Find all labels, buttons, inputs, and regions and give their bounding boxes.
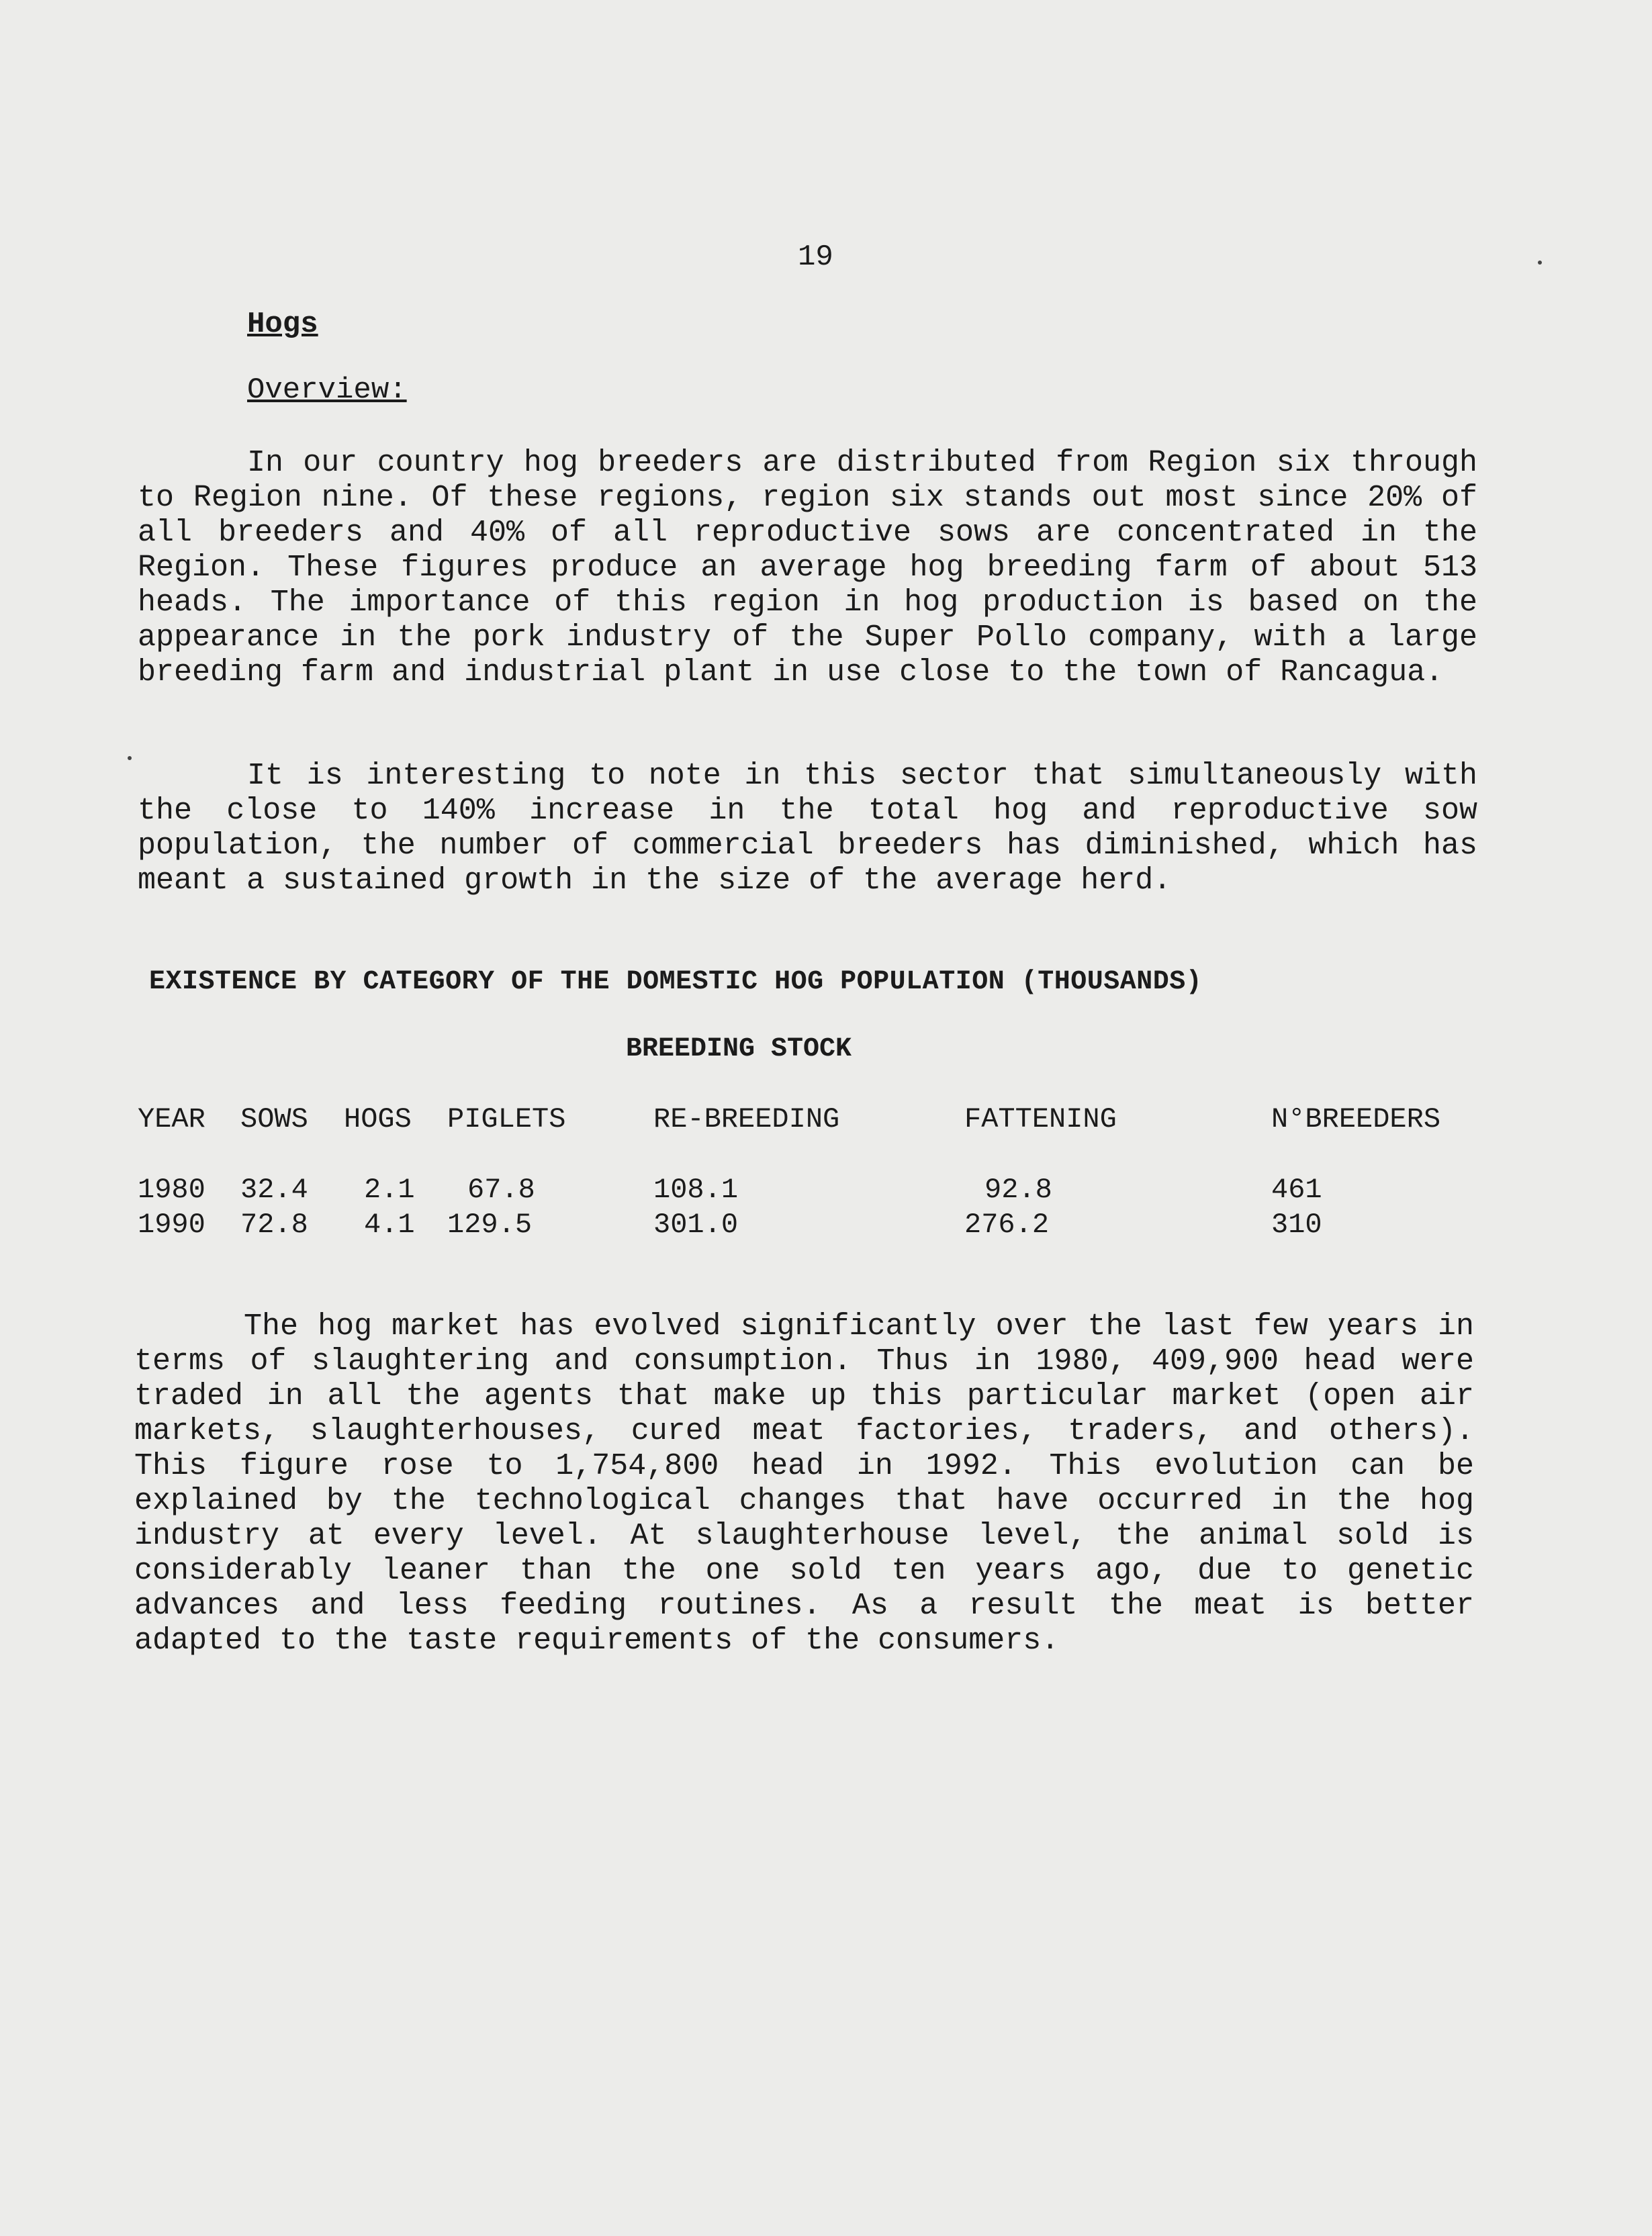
table-cell: 310	[1271, 1209, 1322, 1241]
table-cell: 72.8	[240, 1209, 308, 1241]
subheading: Overview:	[247, 373, 407, 407]
table-header-sows: SOWS	[240, 1103, 308, 1135]
table-cell: 32.4	[240, 1174, 308, 1206]
table-header-fattening: FATTENING	[964, 1103, 1117, 1135]
table-cell: 92.8	[984, 1174, 1052, 1206]
table-header-piglets: PIGLETS	[447, 1103, 566, 1135]
table-cell: 461	[1271, 1174, 1322, 1206]
paragraph-sector-note: It is interesting to note in this sector that simultaneously with the close to 140% increase in the total hog and reproductive sow population, the number of commercial breeders has diminished, which has meant a sustained growth in the size of the average herd.	[138, 759, 1477, 898]
table-header-rebreeding: RE-BREEDING	[653, 1103, 840, 1135]
table-title: EXISTENCE BY CATEGORY OF THE DOMESTIC HOG POPULATION (THOUSANDS)	[149, 967, 1203, 997]
table-cell: 276.2	[964, 1209, 1050, 1241]
table-cell: 67.8	[467, 1174, 535, 1206]
page-number: 19	[798, 240, 833, 274]
table-cell: 1980	[138, 1174, 205, 1206]
section-heading: Hogs	[247, 308, 318, 341]
scan-speck	[1538, 261, 1542, 265]
table-cell: 1990	[138, 1209, 205, 1241]
table-cell: 301.0	[653, 1209, 739, 1241]
table-cell: 108.1	[653, 1174, 739, 1206]
scan-speck	[128, 756, 132, 760]
table-header-year: YEAR	[138, 1103, 205, 1135]
paragraph-overview: In our country hog breeders are distributed from Region six through to Region nine. Of these regions, region six stands out most since 20% of all breeders and 40% of all reproductive sows are concentrated in the Region. These figures produce an average hog breeding farm of about 513 heads. The importance of this region in hog production is based on the appearance in the pork industry of the Super Pollo company, with a large breeding farm and industrial plant in use close to the town of Rancagua.	[138, 446, 1477, 690]
table-cell: 129.5	[447, 1209, 533, 1241]
table-header-hogs: HOGS	[344, 1103, 412, 1135]
table-header-breeders: N°BREEDERS	[1271, 1103, 1441, 1135]
table-cell: 2.1	[364, 1174, 415, 1206]
table-group-header: BREEDING STOCK	[626, 1034, 852, 1064]
paragraph-hog-market: The hog market has evolved significantly over the last few years in terms of slaughtering and consumption. Thus in 1980, 409,900 head were traded in all the agents that make up this particular market (open air markets, slaughterhouses, cured meat factories, traders, and others). This figure rose to 1,754,800 head in 1992. This evolution can be explained by the technological changes that have occurred in the hog industry at every level. At slaughterhouse level, the animal sold is considerably leaner than the one sold ten years ago, due to genetic advances and less feeding routines. As a result the meat is better adapted to the taste requirements of the consumers.	[134, 1309, 1474, 1658]
table-cell: 4.1	[364, 1209, 415, 1241]
